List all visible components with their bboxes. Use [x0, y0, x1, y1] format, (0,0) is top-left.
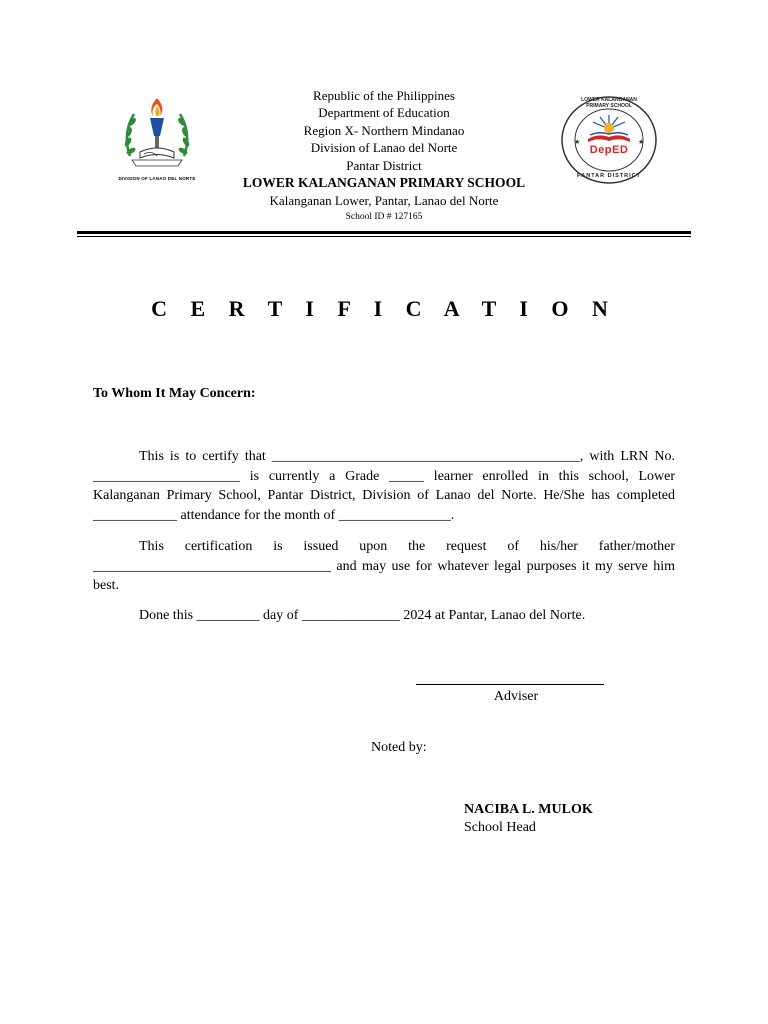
division-logo-caption: DIVISION OF LANAO DEL NORTE — [118, 176, 196, 181]
header-divider-thick — [77, 231, 691, 234]
document-title: C E R T I F I C A T I O N — [151, 296, 617, 321]
svg-text:★: ★ — [638, 138, 645, 146]
school-head-title: School Head — [464, 820, 536, 835]
school-head-name: NACIBA L. MULOK — [464, 802, 593, 817]
paragraph-done: Done this _________ day of ______________ 2024 at Pantar, Lanao del Norte. — [139, 608, 586, 623]
header-district: Pantar District — [346, 158, 422, 173]
header-school-id: School ID # 127165 — [345, 212, 423, 222]
noted-by-label: Noted by: — [371, 740, 427, 755]
seal-bottom-text: PANTAR DISTRICT — [577, 173, 641, 179]
header-country: Republic of the Philippines — [313, 88, 455, 103]
seal-center-text: DepED — [589, 144, 629, 156]
svg-text:★: ★ — [574, 138, 581, 146]
paragraph-request: This certification is issued upon the request of his/her father/mother __________________________________ and may use for whatever legal purposes it my serve him best. — [93, 539, 675, 593]
seal-top-text: LOWER KALANGANAN PRIMARY SCHOOL — [581, 97, 637, 109]
adviser-label: Adviser — [493, 689, 539, 704]
paragraph-certify: This is to certify that ____________________________________________, with LRN No. _____________________ is currently a Grade _____ learner enrolled in this school, Lower Kalanganan Primary School, Pantar District, Division of Lanao del Norte. He/She has completed ____________ attendance for the month of ________________. — [93, 449, 675, 523]
header-division: Division of Lanao del Norte — [310, 140, 458, 155]
header-address: Kalanganan Lower, Pantar, Lanao del Norte — [269, 193, 499, 208]
header-department: Department of Education — [318, 105, 450, 120]
header-divider-thin — [77, 236, 691, 237]
header-school-name: LOWER KALANGANAN PRIMARY SCHOOL — [242, 175, 526, 190]
adviser-signature-line — [416, 684, 604, 685]
header-region: Region X- Northern Mindanao — [303, 123, 465, 138]
salutation: To Whom It May Concern: — [93, 386, 256, 401]
